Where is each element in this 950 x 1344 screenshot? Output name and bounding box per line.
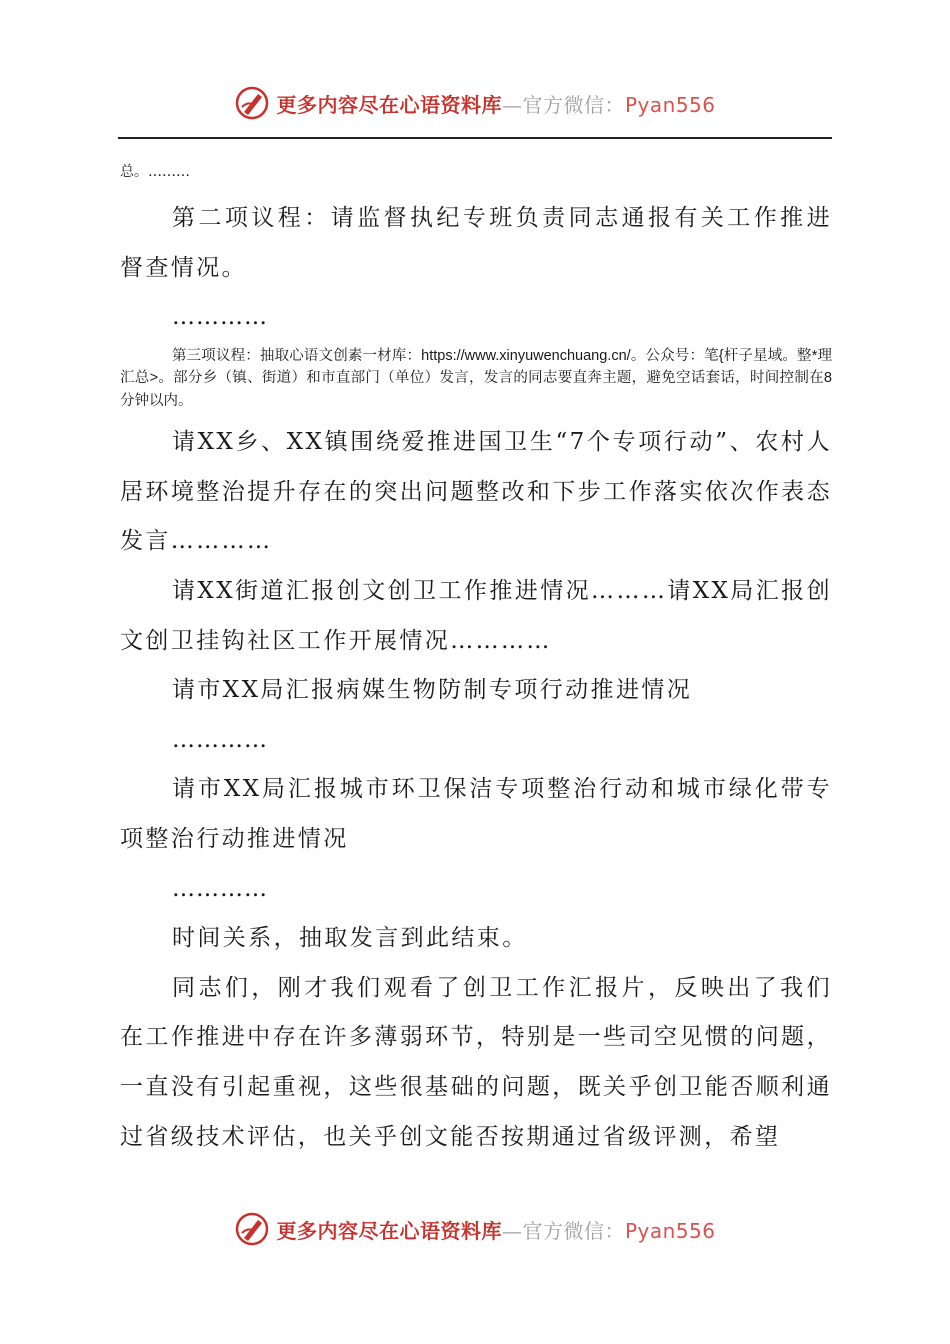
paragraph-1: 总。……… [120,164,190,180]
banner-title: 更多内容尽在心语资料库 [276,1218,502,1243]
paragraph-9: 请市XX局汇报城市环卫保洁专项整治行动和城市绿化带专项整治行动推进情况 [120,776,832,853]
paragraph-5: 请XX乡、XX镇围绕爱推进国卫生“7个专项行动”、农村人居环境整治提升存在的突出问题整改和下步工作落实依次作表态发言………… [120,429,832,555]
footer-banner [0,1204,950,1254]
paragraph-2: 第二项议程：请监督执纪专班负责同志通报有关工作推进督查情况。 [120,205,832,281]
paragraph-3: ………… [172,304,268,331]
banner-separator: —官方微信： [501,1218,625,1243]
paragraph-6: 请XX街道汇报创文创卫工作推进情况………请XX局汇报创文创卫挂钩社区工作开展情况………… [120,578,832,654]
banner-title: 更多内容尽在心语资料库 [276,92,502,117]
paragraph-12: 同志们，刚才我们观看了创卫工作汇报片，反映出了我们在工作推进中存在许多薄弱环节，特别是一些司空见惯的问题，一直没有引起重视，这些很基础的问题，既关乎创卫能否顺利通过省级技术评估，也关乎创文能否按期通过省级评测，希望 [120,974,832,1150]
banner-wechat-id: Pyan556 [624,1218,716,1243]
header-banner [0,78,950,128]
paragraph-11: 时间关系，抽取发言到此结束。 [172,925,528,952]
banner-separator: —官方微信： [501,92,625,117]
document-body [120,160,832,1162]
pen-logo-icon [234,85,270,121]
banner-wechat-id: Pyan556 [624,92,716,117]
paragraph-10: ………… [172,875,268,902]
pen-logo-icon [234,1211,270,1247]
paragraph-7: 请市XX局汇报病媒生物防制专项行动推进情况 [172,677,693,704]
header-divider [118,137,832,139]
paragraph-8: ………… [172,726,268,753]
paragraph-4-note: 第三项议程：抽取心语文创素一材库：https://www.xinyuwenchuang.cn/。公众号：笔{杆子星域。整*理汇总>。部分乡（镇、街道）和市直部门（单位）发言，发言的同志要直奔主题，避免空话套话，时间控制在8分钟以内。 [120,347,832,409]
